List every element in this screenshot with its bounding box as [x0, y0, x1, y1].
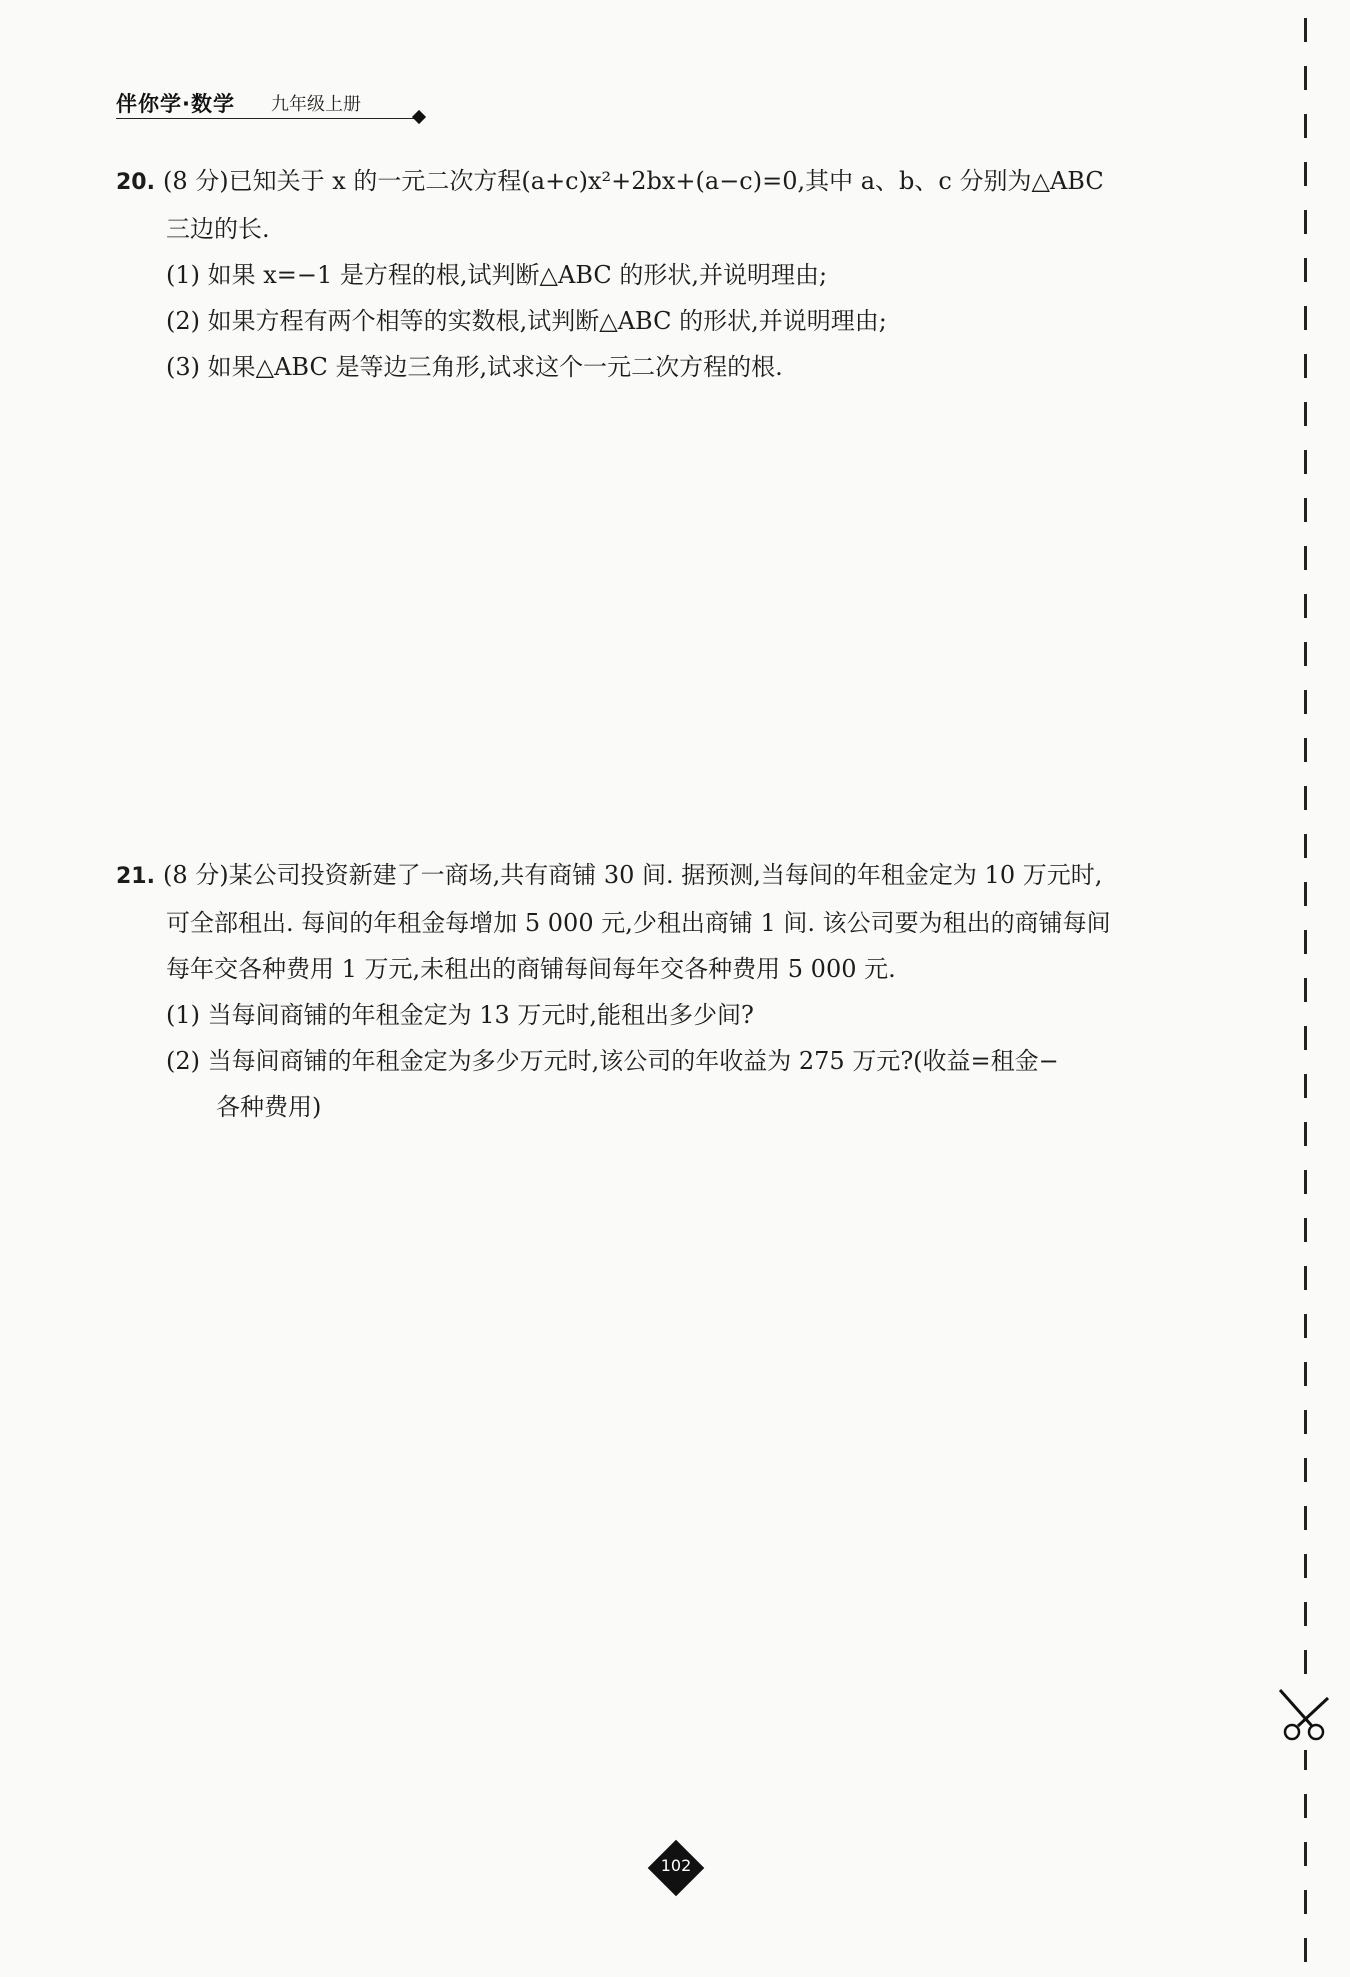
page-header	[116, 88, 426, 122]
question-line: 21. (8 分)某公司投资新建了一商场,共有商铺 30 间. 据预测,当每间的年租金定为 10 万元时,	[116, 861, 1103, 889]
question-number: 20.	[116, 170, 155, 195]
question-line: 三边的长.	[166, 215, 270, 243]
question-line: 20. (8 分)已知关于 x 的一元二次方程(a+c)x²+2bx+(a−c)=0,其中 a、b、c 分别为△ABC	[116, 167, 1104, 195]
sub-question: (2) 如果方程有两个相等的实数根,试判断△ABC 的形状,并说明理由;	[166, 307, 887, 335]
sub-question-continuation: 各种费用)	[216, 1093, 322, 1121]
question-number: 21.	[116, 864, 155, 889]
question-21	[116, 852, 1111, 1130]
sub-question: (2) 当每间商铺的年租金定为多少万元时,该公司的年收益为 275 万元?(收益=租金−	[166, 1047, 1059, 1075]
question-line: 可全部租出. 每间的年租金每增加 5 000 元,少租出商铺 1 间. 该公司要为租出的商铺每间	[166, 909, 1111, 937]
diamond-icon	[412, 110, 426, 124]
book-grade: 九年级上册	[271, 94, 361, 115]
page-number-badge	[648, 1840, 704, 1896]
question-line: 每年交各种费用 1 万元,未租出的商铺每间每年交各种费用 5 000 元.	[166, 955, 896, 983]
header-rule	[116, 118, 416, 119]
sub-question: (3) 如果△ABC 是等边三角形,试求这个一元二次方程的根.	[166, 353, 783, 381]
sub-question: (1) 当每间商铺的年租金定为 13 万元时,能租出多少间?	[166, 1001, 754, 1029]
sub-question: (1) 如果 x=−1 是方程的根,试判断△ABC 的形状,并说明理由;	[166, 261, 828, 289]
question-20	[116, 158, 1104, 390]
scissors-icon	[1272, 1686, 1336, 1746]
page-number: 102	[660, 1856, 692, 1875]
book-brand: 伴你学·数学	[116, 92, 235, 116]
cut-line	[1304, 18, 1307, 1968]
